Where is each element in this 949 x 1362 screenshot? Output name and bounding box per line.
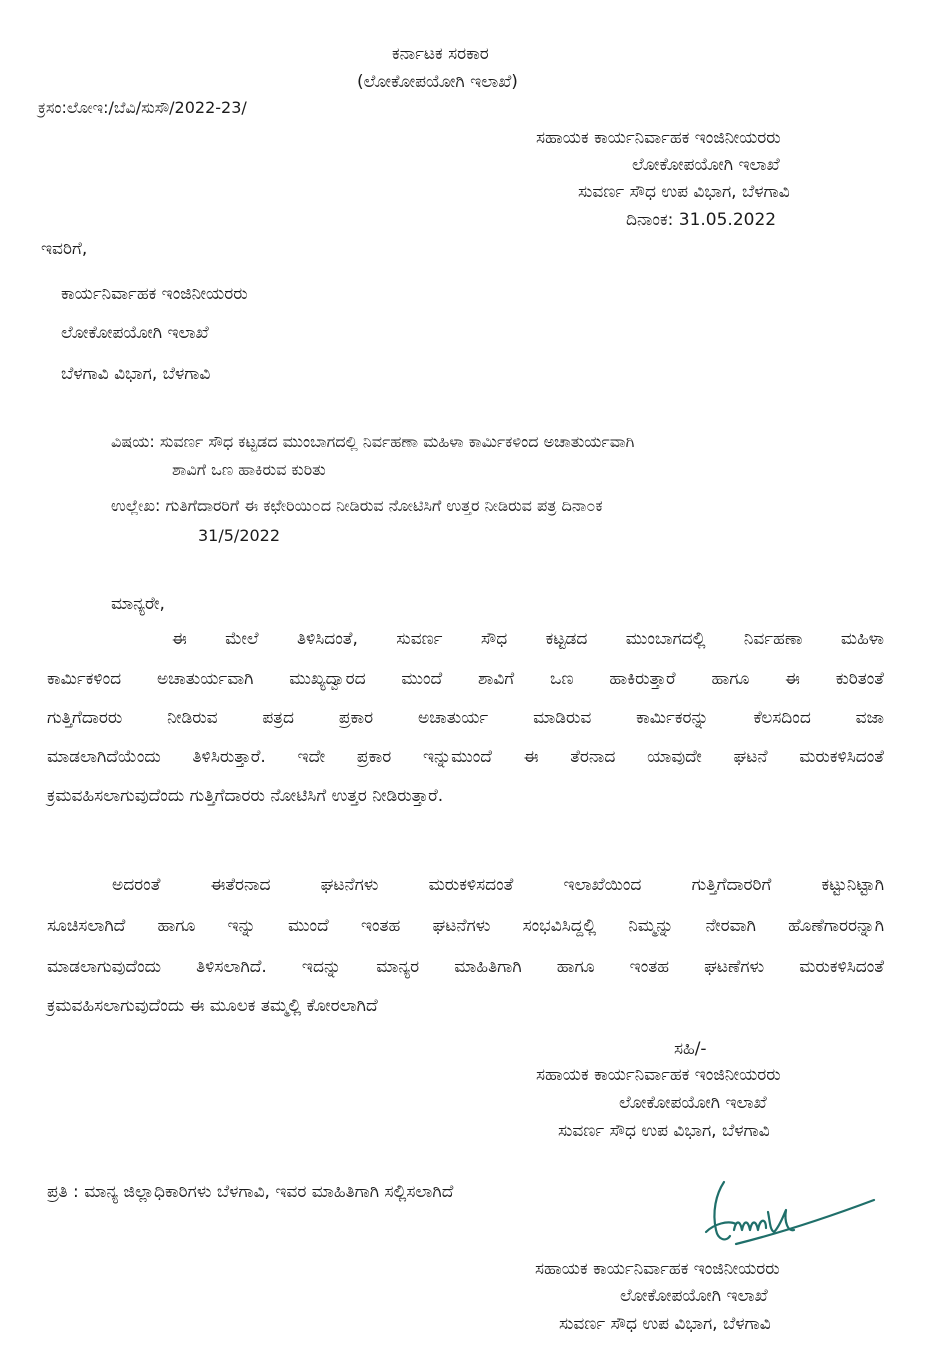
- salutation: ಮಾನ್ಯರೇ,: [111, 594, 165, 614]
- handwritten-signature: [676, 1172, 876, 1262]
- government-title: ಕರ್ನಾಟಕ ಸರಕಾರ: [392, 44, 489, 64]
- recipient-office: ಬೆಳಗಾವಿ ವಿಭಾಗ, ಬೆಳಗಾವಿ: [61, 364, 211, 384]
- reference-number: ಕ್ರಸಂ:ಲೋಇ:/ಬೆವಿ/ಸುಸೌ/2022-23/: [38, 98, 247, 117]
- para2-line: ಮಾಡಲಾಗುವುದೆಂದು ತಿಳಿಸಲಾಗಿದೆ. ಇದನ್ನು ಮಾನ್ಯರ ಮಾಹಿತಿಗಾಗಿ ಹಾಗೂ ಇಂತಹ ಘಟಣೆಗಳು ಮರುಕಳಿಸಿದಂತೆ: [47, 957, 884, 977]
- para2-line: ಸೂಚಿಸಲಾಗಿದೆ ಹಾಗೂ ಇನ್ನು ಮುಂದೆ ಇಂತಹ ಘಟನೆಗಳು ಸಂಭವಿಸಿದ್ದಲ್ಲಿ ನಿಮ್ಮನ್ನು ನೇರವಾಗಿ ಹೊಣೆಗಾರರನ್ನಾಗಿ: [47, 916, 884, 936]
- recipient-designation: ಕಾರ್ಯನಿರ್ವಾಹಕ ಇಂಜಿನೀಯರರು: [61, 284, 248, 304]
- department-title: (ಲೋಕೋಪಯೋಗಿ ಇಲಾಖೆ): [357, 72, 518, 92]
- para2-line: ಅದರಂತೆ ಈತೆರನಾದ ಘಟನೆಗಳು ಮರುಕಳಿಸದಂತೆ ಇಲಾಖೆಯಿಂದ ಗುತ್ತಿಗೆದಾರರಿಗೆ ಕಟ್ಟುನಿಟ್ಟಾಗಿ: [112, 875, 884, 895]
- copy-to: ಪ್ರತಿ : ಮಾನ್ಯ ಜಿಲ್ಲಾಧಿಕಾರಿಗಳು ಬೆಳಗಾವಿ, ಇವರ ಮಾಹಿತಿಗಾಗಿ ಸಲ್ಲಿಸಲಾಗಿದೆ: [47, 1182, 454, 1202]
- para1-line: ಕಾರ್ಮಿಕಳಿಂದ ಅಚಾತುರ್ಯವಾಗಿ ಮುಖ್ಯದ್ವಾರದ ಮುಂದೆ ಶಾವಿಗೆ ಒಣ ಹಾಕಿರುತ್ತಾರೆ ಹಾಗೂ ಈ ಕುರಿತಂತೆ: [47, 669, 884, 689]
- sender-department: ಲೋಕೋಪಯೋಗಿ ಇಲಾಖೆ: [632, 155, 780, 175]
- letter-date: ದಿನಾಂಕ: 31.05.2022: [626, 210, 777, 230]
- recipient-department: ಲೋಕೋಪಯೋಗಿ ಇಲಾಖೆ: [61, 323, 209, 343]
- signed-department: ಲೋಕೋಪಯೋಗಿ ಇಲಾಖೆ: [619, 1093, 767, 1113]
- final-office: ಸುವರ್ಣ ಸೌಧ ಉಪ ವಿಭಾಗ, ಬೆಳಗಾವಿ: [559, 1314, 771, 1334]
- final-department: ಲೋಕೋಪಯೋಗಿ ಇಲಾಖೆ: [620, 1286, 768, 1306]
- para1-line-last: ಕ್ರಮವಹಿಸಲಾಗುವುದೆಂದು ಗುತ್ತಿಗೆದಾರರು ನೋಟಿಸಿಗೆ ಉತ್ತರ ನೀಡಿರುತ್ತಾರೆ.: [47, 786, 444, 806]
- para1-line: ಮಾಡಲಾಗಿದೆಯೆಂದು ತಿಳಿಸಿರುತ್ತಾರೆ. ಇದೇ ಪ್ರಕಾರ ಇನ್ನುಮುಂದೆ ಈ ತೆರನಾದ ಯಾವುದೇ ಘಟನೆ ಮರುಕಳಿಸಿದಂತೆ: [47, 747, 884, 767]
- sender-designation: ಸಹಾಯಕ ಕಾರ್ಯನಿರ್ವಾಹಕ ಇಂಜಿನೀಯರರು: [536, 128, 781, 148]
- final-designation: ಸಹಾಯಕ ಕಾರ್ಯನಿರ್ವಾಹಕ ಇಂಜಿನೀಯರರು: [535, 1259, 780, 1279]
- subject-line-2: ಶಾವಿಗೆ ಒಣ ಹಾಕಿರುವ ಕುರಿತು: [172, 460, 326, 479]
- recipient-label: ಇವರಿಗೆ,: [41, 239, 88, 259]
- para1-line: ಈ ಮೇಲೆ ತಿಳಿಸಿದಂತೆ, ಸುವರ್ಣ ಸೌಧ ಕಟ್ಟಡದ ಮುಂಬಾಗದಲ್ಲಿ ನಿರ್ವಹಣಾ ಮಹಿಳಾ: [172, 629, 884, 649]
- reference-line-2: 31/5/2022: [198, 526, 281, 545]
- subject-line-1: ವಿಷಯ: ಸುವರ್ಣ ಸೌಧ ಕಟ್ಟಡದ ಮುಂಬಾಗದಲ್ಲಿ ನಿರ್ವಹಣಾ ಮಹಿಳಾ ಕಾರ್ಮಿಕಳಿಂದ ಅಚಾತುರ್ಯವಾಗಿ: [111, 432, 635, 451]
- para2-line-last: ಕ್ರಮವಹಿಸಲಾಗುವುದೆಂದು ಈ ಮೂಲಕ ತಮ್ಮಲ್ಲಿ ಕೋರಲಾಗಿದೆ: [47, 996, 378, 1016]
- sender-office: ಸುವರ್ಣ ಸೌಧ ಉಪ ವಿಭಾಗ, ಬೆಳಗಾವಿ: [578, 182, 790, 202]
- signed-office: ಸುವರ್ಣ ಸೌಧ ಉಪ ವಿಭಾಗ, ಬೆಳಗಾವಿ: [558, 1121, 770, 1141]
- para1-line: ಗುತ್ತಿಗೆದಾರರು ನೀಡಿರುವ ಪತ್ರದ ಪ್ರಕಾರ ಅಚಾತುರ್ಯ ಮಾಡಿರುವ ಕಾರ್ಮಿಕರನ್ನು ಕೆಲಸದಿಂದ ವಜಾ: [47, 708, 884, 728]
- reference-line-1: ಉಲ್ಲೇಖ: ಗುತಿಗೆದಾರರಿಗೆ ಈ ಕಛೇರಿಯಿ೦ದ ನೀಡಿರುವ ನೋಟಿಸಿಗೆ ಉತ್ತರ ನೀಡಿರುವ ಪತ್ರ ದಿನಾ೦ಕ: [111, 496, 603, 515]
- signed-mark: ಸಹಿ/-: [674, 1039, 707, 1059]
- signed-designation: ಸಹಾಯಕ ಕಾರ್ಯನಿರ್ವಾಹಕ ಇಂಜಿನೀಯರರು: [536, 1065, 781, 1085]
